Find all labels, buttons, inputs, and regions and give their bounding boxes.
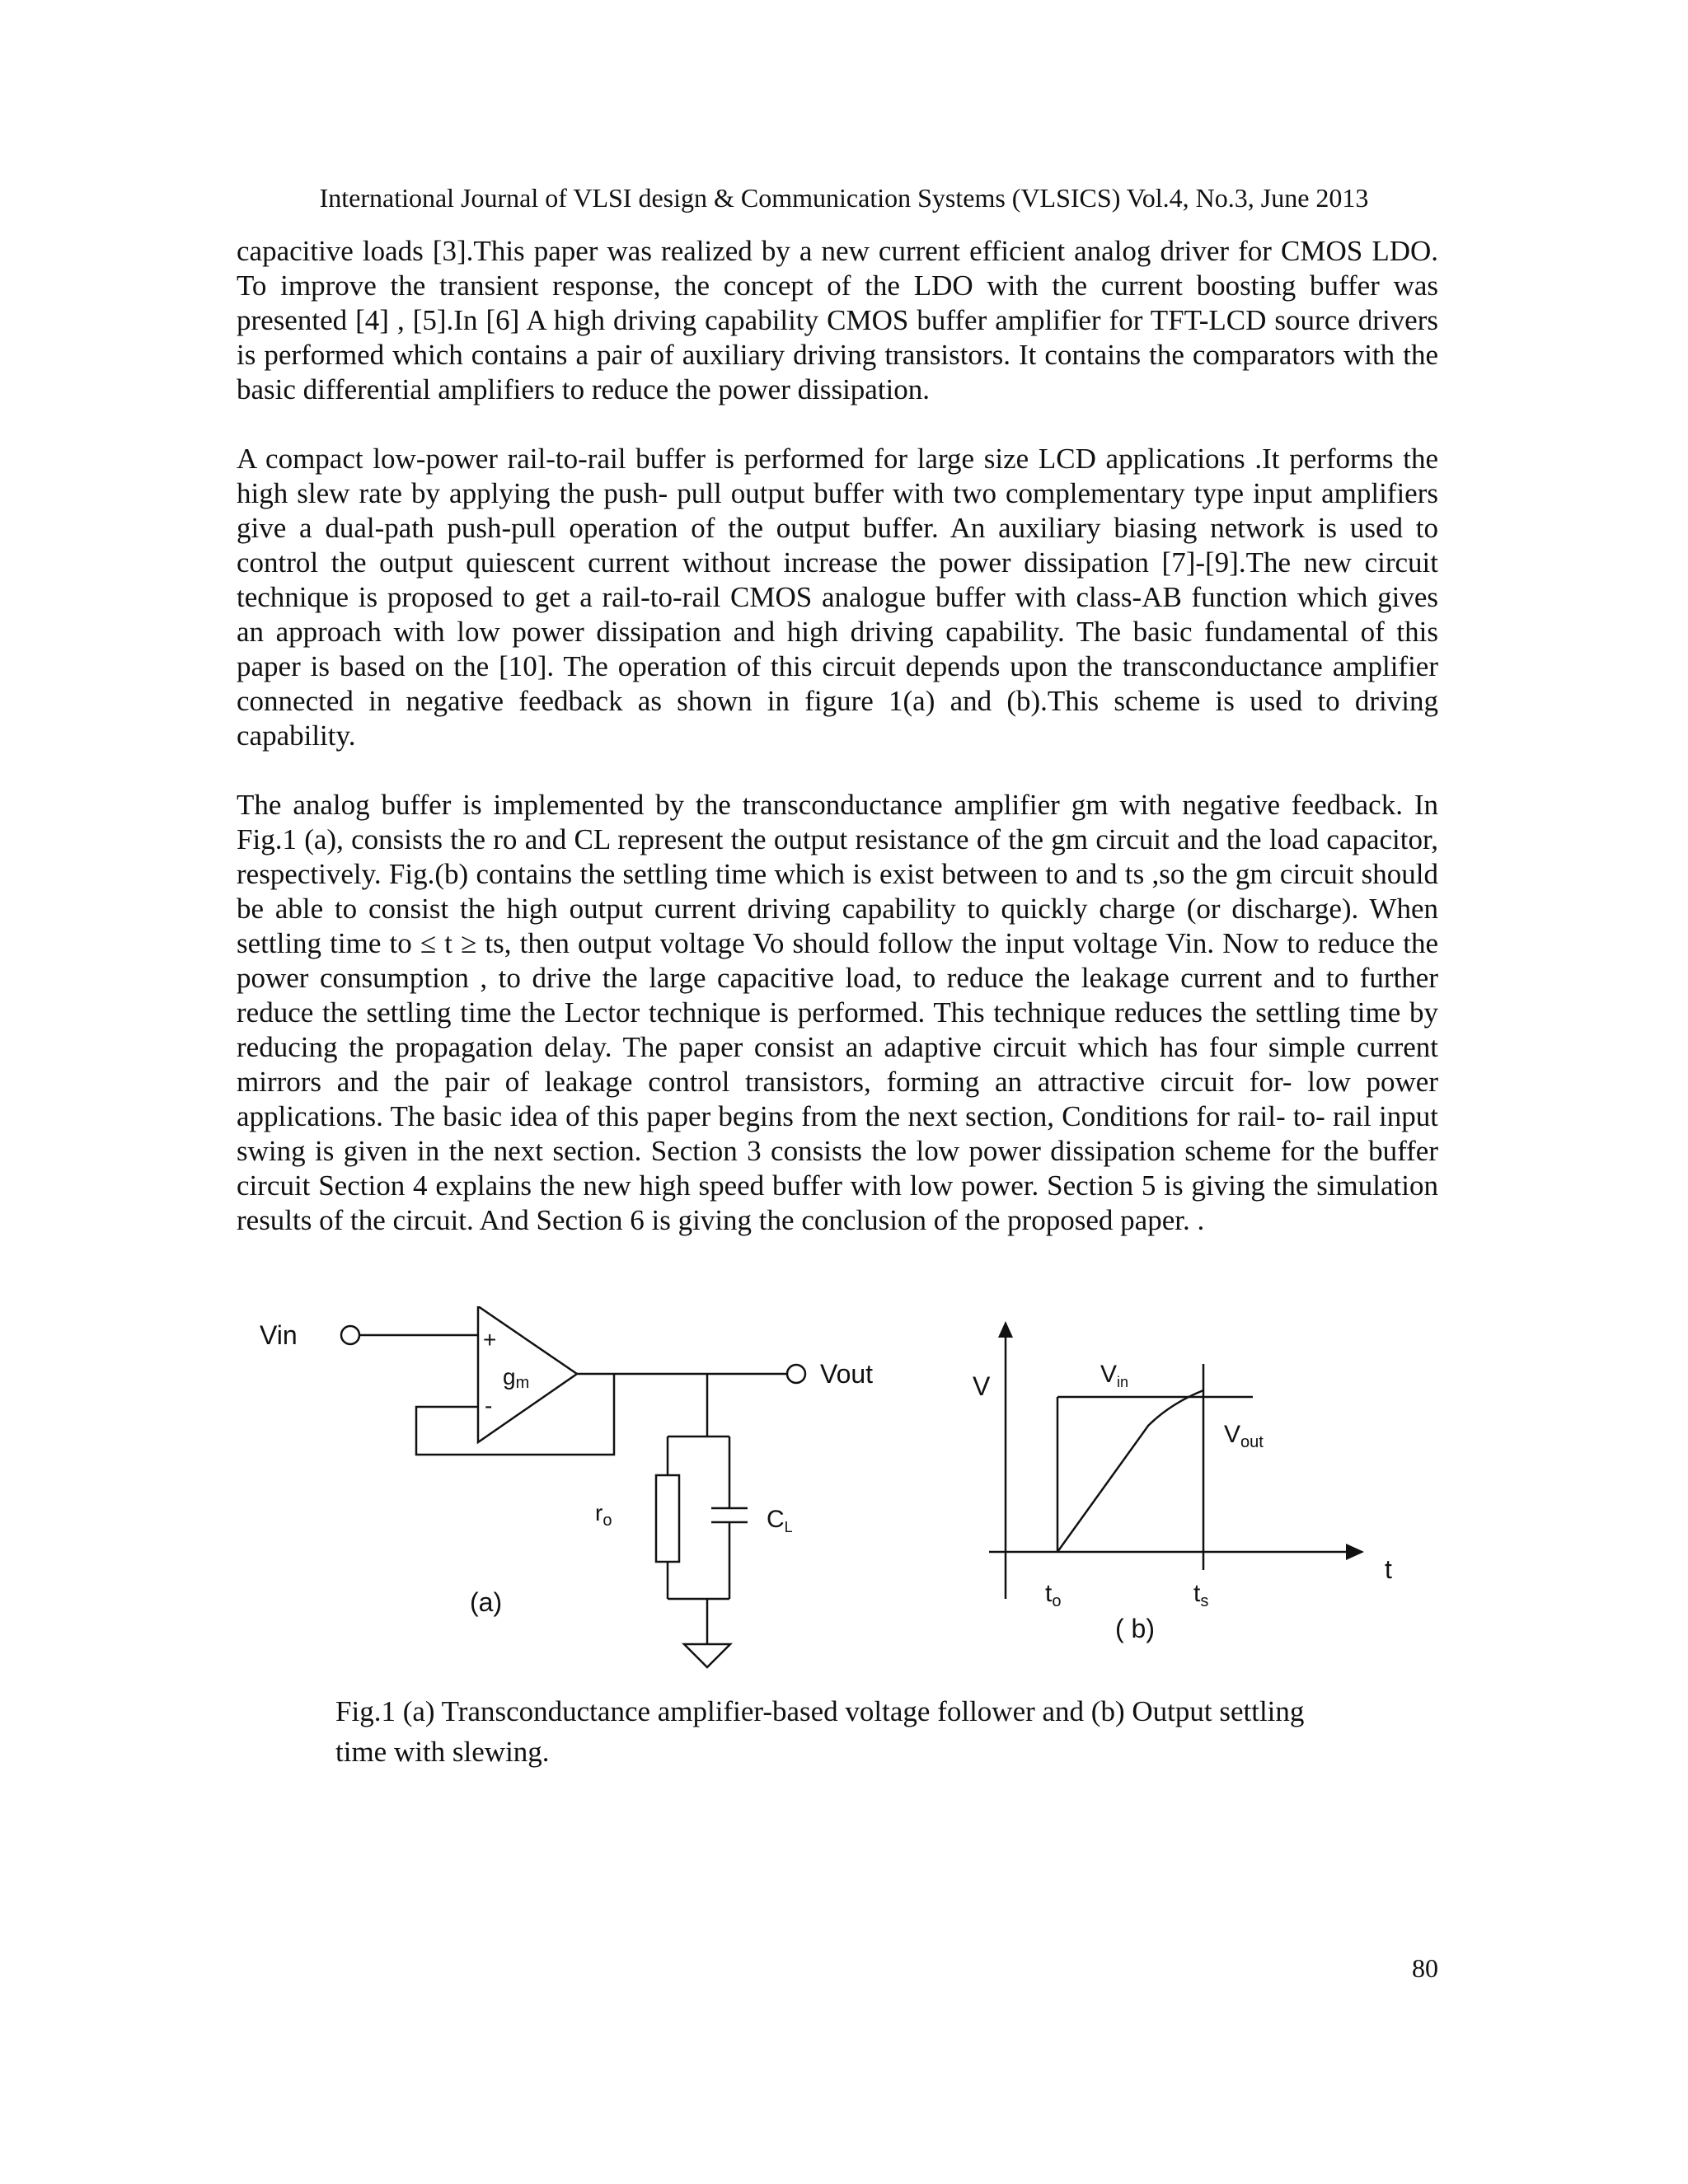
ts-label — [1193, 1580, 1208, 1610]
vout-curve-label — [1224, 1421, 1264, 1451]
figure-1-drawing — [239, 1306, 1442, 1685]
vout-label: Vout — [820, 1359, 874, 1389]
vin-label: Vin — [260, 1320, 298, 1350]
panel-a-label: (a) — [470, 1587, 503, 1617]
vout-terminal — [787, 1365, 805, 1383]
ro-label-main: r — [595, 1500, 603, 1526]
paragraph-3: The analog buffer is implemented by the transconductance amplifier gm with negative feedback. In Fig.1 (a), consists the ro and CL represent the output resistance of the gm circuit and the load capacitor, respectively. Fig.(b) contains the settling time which is exist between to and ts ,so the gm circuit should be able to consist the high output current driving capability to quickly charge (or discharge). When settling time to ≤ t ≥ ts, then output voltage Vo should follow the input voltage Vin. Now to reduce the power consumption , to drive the large capacitive load, to reduce the leakage current and to further reduce the settling time the Lector technique is performed. This technique reduces the settling time by reducing the propagation delay. The paper consist an adaptive circuit which has four simple current mirrors and the pair of leakage control transistors, forming an attractive circuit for- low power applications. The basic idea of this paper begins from the next section, Conditions for rail- to- rail input swing is given in the next section. Section 3 consists the low power dissipation scheme for the buffer circuit Section 4 explains the new high speed buffer with low power. Section 5 is giving the simulation results of the circuit. And Section 6 is giving the conclusion of the proposed paper. . — [237, 789, 1438, 1236]
ground-icon — [684, 1644, 730, 1667]
vin-terminal — [341, 1326, 359, 1344]
figure-1 — [239, 1306, 1442, 1685]
gm-label-main: g — [503, 1364, 516, 1390]
ro-label — [595, 1500, 612, 1530]
vin-curve-label-sub: in — [1117, 1374, 1129, 1390]
t-axis-label: t — [1385, 1554, 1392, 1584]
running-header: International Journal of VLSI design & Communication Systems (VLSICS) Vol.4, No.3, June 2013 — [319, 183, 1369, 213]
t0-label-main: t — [1045, 1580, 1053, 1607]
minus-label: - — [485, 1393, 493, 1418]
panel-b-label: ( b) — [1115, 1614, 1155, 1643]
v-axis-label: V — [973, 1371, 991, 1401]
paragraph-2: A compact low-power rail-to-rail buffer is performed for large size LCD applications .It performs the high slew rate by applying the push- pull output buffer with two complementary type input amplifiers give a dual-path push-pull operation of the output buffer. An auxiliary biasing network is used to control the output quiescent current without increase the power dissipation [7]-[9].The new circuit technique is proposed to get a rail-to-rail CMOS analogue buffer with class-AB function which gives an approach with low power dissipation and high driving capability. The basic fundamental of this paper is based on the [10]. The operation of this circuit depends upon the transconductance amplifier connected in negative feedback as shown in figure 1(a) and (b).This scheme is used to driving capability. — [237, 443, 1438, 752]
vin-curve-label-main: V — [1100, 1361, 1118, 1388]
t-axis-arrow-icon — [1346, 1544, 1364, 1560]
cl-label — [767, 1506, 793, 1535]
gm-label-sub: m — [515, 1374, 530, 1392]
cl-label-main: C — [767, 1506, 785, 1533]
cl-label-sub: L — [784, 1519, 793, 1535]
page-number: 80 — [1412, 1953, 1438, 1983]
vout-curve-label-sub: out — [1240, 1433, 1264, 1451]
t0-label — [1045, 1580, 1061, 1610]
gm-label — [503, 1364, 529, 1392]
ts-label-main: t — [1193, 1580, 1201, 1607]
vout-curve — [1057, 1390, 1203, 1552]
plus-label: + — [483, 1327, 497, 1352]
vout-curve-label-main: V — [1224, 1421, 1241, 1448]
t0-label-sub: o — [1052, 1592, 1062, 1610]
body-text — [237, 234, 1438, 1272]
vin-curve-label — [1100, 1361, 1128, 1390]
ro-label-sub: o — [603, 1511, 612, 1530]
figure-caption: Fig.1 (a) Transconductance amplifier-based voltage follower and (b) Output settling time with slewing. — [335, 1695, 1305, 1768]
resistor-ro — [656, 1475, 679, 1562]
ts-label-sub: s — [1200, 1592, 1209, 1610]
v-axis-arrow-icon — [998, 1321, 1013, 1338]
paragraph-1: capacitive loads [3].This paper was realized by a new current efficient analog driver for CMOS LDO. To improve the transient response, the concept of the LDO with the current boosting buffer was presented [4] , [5].In [6] A high driving capability CMOS buffer amplifier for TFT-LCD source drivers is performed which contains a pair of auxiliary driving transistors. It contains the comparators with the basic differential amplifiers to reduce the power dissipation. — [237, 235, 1438, 405]
